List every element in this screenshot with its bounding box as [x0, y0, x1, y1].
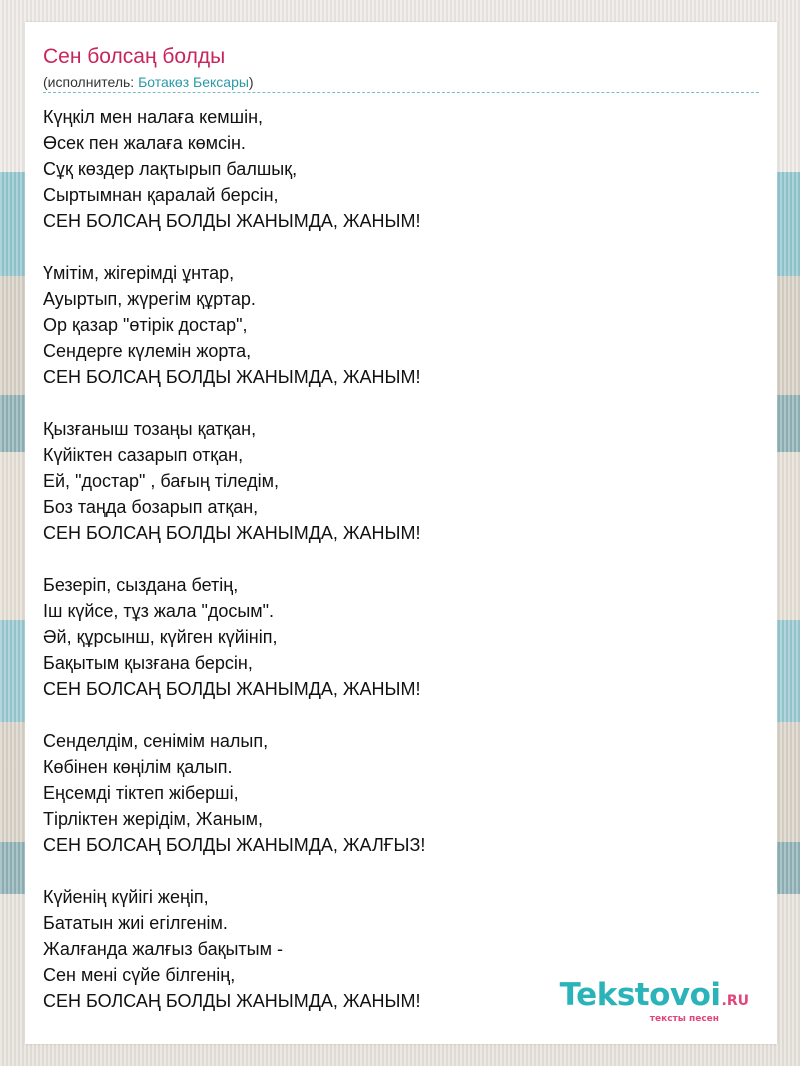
lyrics-stanza — [43, 572, 759, 702]
lyrics-line: Үмітім, жігерімді ұнтар, — [43, 263, 235, 283]
lyrics-stanza — [43, 416, 759, 546]
lyrics-line: Ауыртып, жүрегім құртар. — [43, 289, 256, 309]
performer-link[interactable]: Ботакөз Бексары — [138, 74, 249, 90]
lyrics-line: СЕН БОЛСАҢ БОЛДЫ ЖАНЫМДА, ЖАНЫМ! — [43, 211, 421, 231]
lyrics-stanza — [43, 728, 759, 858]
lyrics-line: СЕН БОЛСАҢ БОЛДЫ ЖАНЫМДА, ЖАЛҒЫЗ! — [43, 835, 426, 855]
performer-prefix: (исполнитель: — [43, 74, 139, 90]
lyrics-stanza — [43, 104, 759, 234]
lyrics-line: Өсек пен жалаға көмсін. — [43, 133, 246, 153]
lyrics-line: Ей, "достар" , бағың тіледім, — [43, 471, 280, 491]
song-title: Сен болсаң болды — [43, 45, 226, 68]
site-logo[interactable] — [560, 978, 749, 1024]
lyrics-line: Күңкіл мен налаға кемшін, — [43, 107, 264, 127]
logo-brand: Tekstovoi — [559, 977, 721, 1013]
lyrics-line: Қызғаныш тозаңы қатқан, — [43, 419, 257, 439]
lyrics-line: Сенделдім, сенімім налып, — [43, 731, 269, 751]
performer-suffix: ) — [248, 74, 254, 90]
lyrics-line: Боз таңда бозарып атқан, — [43, 497, 259, 517]
lyrics-line: Сыртымнан қаралай берсін, — [43, 185, 279, 205]
lyrics-body — [43, 104, 759, 1040]
lyrics-line: Еңсемді тіктеп жіберші, — [43, 783, 239, 803]
lyrics-line: Бататын жиі егілгенім. — [43, 913, 228, 933]
lyrics-line: Көбінен көңілім қалып. — [43, 757, 233, 777]
lyrics-line: Күйіктен сазарып отқан, — [43, 445, 244, 465]
performer-line — [43, 73, 254, 91]
lyrics-line: Сендерге күлемін жорта, — [43, 341, 252, 361]
lyrics-line: Жалғанда жалғыз бақытым - — [43, 939, 283, 959]
lyrics-line: Ор қазар "өтірік достар", — [43, 315, 248, 335]
lyrics-line: Бақытым қызғана берсін, — [43, 653, 253, 673]
lyrics-line: Безеріп, сыздана бетің, — [43, 575, 239, 595]
lyrics-line: Әй, құрсынш, күйген күйініп, — [43, 627, 278, 647]
lyrics-line: Күйенің күйігі жеңіп, — [43, 887, 209, 907]
lyrics-line: СЕН БОЛСАҢ БОЛДЫ ЖАНЫМДА, ЖАНЫМ! — [43, 991, 421, 1011]
lyrics-line: СЕН БОЛСАҢ БОЛДЫ ЖАНЫМДА, ЖАНЫМ! — [43, 679, 421, 699]
lyrics-line: Сұқ көздер лақтырып балшық, — [43, 159, 298, 179]
lyrics-line: СЕН БОЛСАҢ БОЛДЫ ЖАНЫМДА, ЖАНЫМ! — [43, 523, 421, 543]
lyrics-stanza — [43, 260, 759, 390]
lyrics-line: Тірліктен жерідім, Жаным, — [43, 809, 263, 829]
lyrics-line: СЕН БОЛСАҢ БОЛДЫ ЖАНЫМДА, ЖАНЫМ! — [43, 367, 421, 387]
lyrics-line: Сен мені сүйе білгенің, — [43, 965, 236, 985]
logo-tld: .RU — [721, 993, 749, 1009]
title-divider — [43, 92, 759, 93]
lyrics-card — [25, 22, 777, 1044]
lyrics-line: Іш күйсе, тұз жала "досым". — [43, 601, 275, 621]
logo-tagline: тексты песен — [649, 1014, 719, 1024]
